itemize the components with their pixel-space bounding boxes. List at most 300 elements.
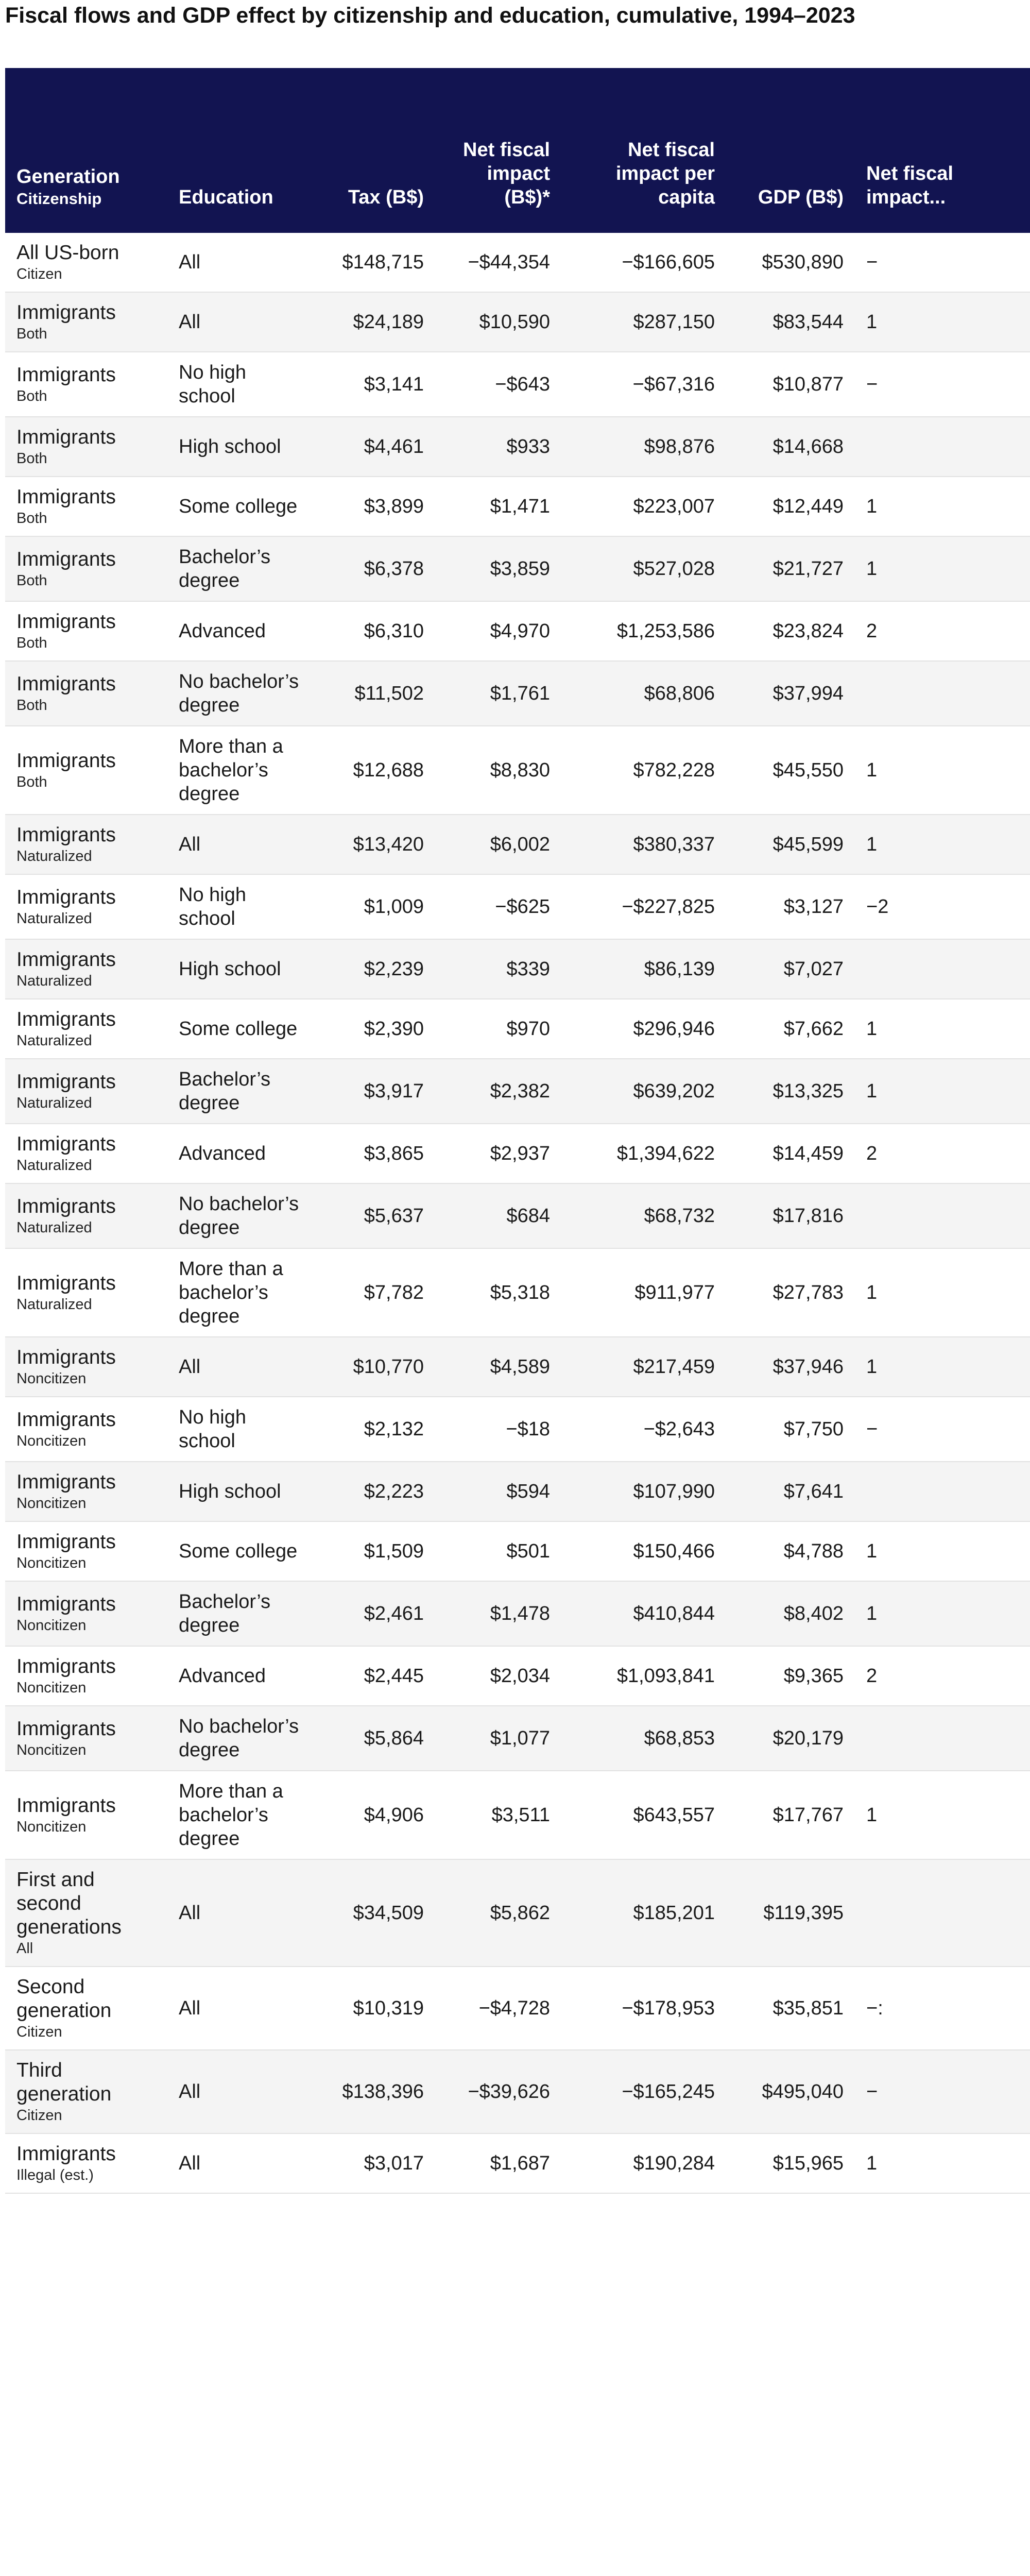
cell-net-fiscal-impact: $684	[506, 1205, 550, 1227]
cell-education: High school	[179, 1481, 281, 1502]
cell-net-fiscal-per-capita: −$166,605	[622, 251, 715, 273]
header-citizenship-label: Citizenship	[16, 190, 102, 208]
cell-education: Bachelor’s degree	[179, 1069, 271, 1114]
cell-generation	[5, 874, 167, 939]
cell-tax: $13,420	[353, 834, 424, 855]
generation-label: Immigrants	[16, 1794, 116, 1817]
generation-label: First and second generations	[16, 1869, 122, 1938]
cell-generation	[5, 1771, 167, 1859]
table-body	[5, 233, 1030, 2193]
cell-education: All	[179, 251, 201, 273]
cell-net-fiscal-impact: $2,034	[490, 1665, 550, 1687]
cell-tax: $2,132	[364, 1418, 424, 1440]
cell-generation	[5, 417, 167, 477]
cell-generation	[5, 2133, 167, 2193]
cell-gdp: $14,668	[772, 436, 844, 457]
cell-generation	[5, 1521, 167, 1581]
citizenship-label: Naturalized	[16, 1032, 92, 1049]
cell-generation	[5, 1397, 167, 1462]
cell-net-fiscal-impact: $5,318	[490, 1282, 550, 1303]
cell-net-fiscal-per-capita: $639,202	[633, 1080, 715, 1102]
cell-education: All	[179, 2153, 201, 2174]
cell-extra-cutoff	[855, 1462, 1030, 1521]
cell-net-fiscal-per-capita: $287,150	[633, 311, 715, 333]
citizenship-label: Noncitizen	[16, 1370, 87, 1387]
cell-tax: $5,864	[364, 1727, 424, 1749]
cell-extra-cutoff	[855, 939, 1030, 999]
cell-net-fiscal-per-capita: $150,466	[633, 1540, 715, 1562]
table-row	[5, 2133, 1030, 2193]
cell-net-fiscal-per-capita: $380,337	[633, 834, 715, 855]
cell-extra-cutoff: 2	[866, 620, 878, 642]
cell-gdp: $45,599	[772, 834, 844, 855]
generation-label: Immigrants	[16, 1471, 116, 1493]
cell-net-fiscal-impact: $4,970	[490, 620, 550, 642]
cell-net-fiscal-impact: $2,937	[490, 1143, 550, 1164]
table-row	[5, 874, 1030, 939]
cell-generation	[5, 1859, 167, 1967]
header-extra-cutoff: Net fiscal impact...	[866, 163, 953, 208]
cell-net-fiscal-impact: −$643	[495, 374, 550, 395]
cell-net-fiscal-per-capita: −$178,953	[622, 1997, 715, 2019]
cell-net-fiscal-impact: $501	[506, 1540, 550, 1562]
cell-education: More than a bachelor’s degree	[179, 736, 283, 805]
cell-net-fiscal-per-capita: $643,557	[633, 1804, 715, 1826]
cell-tax: $12,688	[353, 759, 424, 781]
cell-gdp: $23,824	[772, 620, 844, 642]
citizenship-label: Naturalized	[16, 1157, 92, 1174]
cell-education: High school	[179, 958, 281, 980]
generation-label: Immigrants	[16, 673, 116, 695]
citizenship-label: Both	[16, 635, 47, 651]
generation-label: Immigrants	[16, 750, 116, 772]
citizenship-label: Both	[16, 388, 47, 404]
table-row	[5, 233, 1030, 292]
generation-label: Immigrants	[16, 301, 116, 324]
cell-education: High school	[179, 436, 281, 457]
cell-education: All	[179, 2081, 201, 2103]
generation-label: Immigrants	[16, 548, 116, 570]
cell-tax: $3,865	[364, 1143, 424, 1164]
header-education: Education	[179, 187, 273, 208]
table-row	[5, 2050, 1030, 2133]
cell-tax: $2,445	[364, 1665, 424, 1687]
cell-net-fiscal-impact: −$39,626	[468, 2081, 550, 2103]
cell-gdp: $35,851	[772, 1997, 844, 2019]
cell-extra-cutoff: 1	[866, 496, 878, 517]
cell-extra-cutoff: 1	[866, 1540, 878, 1562]
cell-generation	[5, 661, 167, 726]
cell-education: Advanced	[179, 1665, 266, 1687]
cell-net-fiscal-per-capita: −$165,245	[622, 2081, 715, 2103]
citizenship-label: Noncitizen	[16, 1617, 87, 1634]
table-row	[5, 477, 1030, 536]
cell-tax: $6,310	[364, 620, 424, 642]
cell-tax: $138,396	[342, 2081, 424, 2103]
cell-extra-cutoff: −	[866, 251, 878, 273]
cell-net-fiscal-impact: $3,859	[490, 558, 550, 580]
cell-net-fiscal-impact: $8,830	[490, 759, 550, 781]
cell-net-fiscal-per-capita: $296,946	[633, 1018, 715, 1040]
cell-gdp: $119,395	[763, 1902, 844, 1924]
table-row	[5, 1183, 1030, 1248]
citizenship-label: Noncitizen	[16, 1680, 87, 1696]
citizenship-label: Naturalized	[16, 910, 92, 927]
cell-gdp: $13,325	[772, 1080, 844, 1102]
cell-generation	[5, 1059, 167, 1124]
cell-net-fiscal-per-capita: $911,977	[634, 1282, 715, 1303]
citizenship-label: Noncitizen	[16, 1495, 87, 1512]
table-row	[5, 999, 1030, 1059]
generation-label: Immigrants	[16, 1008, 116, 1030]
citizenship-label: Both	[16, 572, 47, 589]
cell-extra-cutoff: 1	[866, 1356, 878, 1378]
cell-tax: $1,509	[364, 1540, 424, 1562]
cell-net-fiscal-per-capita: $1,394,622	[616, 1143, 715, 1164]
cell-generation	[5, 726, 167, 815]
generation-label: Immigrants	[16, 1071, 116, 1093]
cell-gdp: $17,816	[772, 1205, 844, 1227]
cell-gdp: $7,662	[783, 1018, 844, 1040]
citizenship-label: Noncitizen	[16, 1433, 87, 1449]
citizenship-label: Both	[16, 697, 47, 714]
generation-label: Immigrants	[16, 948, 116, 971]
cell-extra-cutoff: −:	[866, 1997, 883, 2019]
citizenship-label: Citizen	[16, 2107, 62, 2124]
cell-generation	[5, 1337, 167, 1397]
cell-tax: $10,319	[353, 1997, 424, 2019]
cell-net-fiscal-impact: −$44,354	[468, 251, 550, 273]
generation-label: Third generation	[16, 2059, 112, 2105]
cell-tax: $4,906	[364, 1804, 424, 1826]
cell-education: No high school	[179, 1406, 246, 1452]
table-row	[5, 1771, 1030, 1859]
cell-net-fiscal-impact: −$625	[495, 896, 550, 918]
cell-gdp: $45,550	[772, 759, 844, 781]
cell-net-fiscal-per-capita: $107,990	[633, 1481, 715, 1502]
cell-extra-cutoff: −	[866, 374, 878, 395]
table-row	[5, 1059, 1030, 1124]
cell-net-fiscal-per-capita: $410,844	[633, 1603, 715, 1624]
table-row	[5, 1706, 1030, 1771]
fiscal-flows-table	[5, 68, 1030, 2194]
cell-education: Advanced	[179, 1143, 266, 1164]
header-generation-label: Generation	[16, 166, 120, 188]
cell-education: Some college	[179, 1018, 298, 1040]
table-row	[5, 661, 1030, 726]
cell-extra-cutoff: 1	[866, 311, 878, 333]
cell-generation	[5, 233, 167, 292]
cell-net-fiscal-per-capita: $223,007	[633, 496, 715, 517]
cell-generation	[5, 1706, 167, 1771]
cell-education: No bachelor’s degree	[179, 671, 299, 716]
cell-generation	[5, 1183, 167, 1248]
cell-net-fiscal-impact: $5,862	[490, 1902, 550, 1924]
citizenship-label: Naturalized	[16, 1095, 92, 1111]
table-row	[5, 601, 1030, 661]
citizenship-label: Naturalized	[16, 1219, 92, 1236]
table-row	[5, 1462, 1030, 1521]
cell-education: No high school	[179, 362, 246, 407]
citizenship-label: Naturalized	[16, 1296, 92, 1313]
cell-extra-cutoff: −2	[866, 896, 889, 918]
header-generation	[5, 68, 167, 233]
cell-gdp: $12,449	[772, 496, 844, 517]
cell-extra-cutoff: 1	[866, 1080, 878, 1102]
citizenship-label: Citizen	[16, 2024, 62, 2040]
cell-net-fiscal-per-capita: −$2,643	[643, 1418, 715, 1440]
table-row	[5, 815, 1030, 874]
cell-gdp: $27,783	[772, 1282, 844, 1303]
cell-extra-cutoff: 1	[866, 1018, 878, 1040]
cell-gdp: $17,767	[772, 1804, 844, 1826]
cell-generation	[5, 352, 167, 417]
generation-label: Immigrants	[16, 1346, 116, 1368]
generation-label: Immigrants	[16, 886, 116, 908]
cell-education: All	[179, 1356, 201, 1378]
table-row	[5, 1248, 1030, 1337]
generation-label: Immigrants	[16, 1655, 116, 1677]
cell-net-fiscal-per-capita: $190,284	[633, 2153, 715, 2174]
cell-gdp: $8,402	[783, 1603, 844, 1624]
cell-generation	[5, 815, 167, 874]
data-table-container[interactable]	[5, 68, 953, 2194]
cell-extra-cutoff: 2	[866, 1665, 878, 1687]
cell-net-fiscal-per-capita: $68,806	[644, 683, 715, 704]
cell-generation	[5, 2050, 167, 2133]
cell-education: Some college	[179, 1540, 298, 1562]
cell-generation	[5, 1967, 167, 2050]
generation-label: Second generation	[16, 1976, 112, 2022]
cell-extra-cutoff: 2	[866, 1143, 878, 1164]
generation-label: Immigrants	[16, 1409, 116, 1431]
citizenship-label: Both	[16, 774, 47, 790]
cell-net-fiscal-impact: $2,382	[490, 1080, 550, 1102]
cell-gdp: $495,040	[762, 2081, 844, 2103]
cell-gdp: $14,459	[772, 1143, 844, 1164]
cell-gdp: $21,727	[772, 558, 844, 580]
table-row	[5, 1397, 1030, 1462]
page-title: Fiscal flows and GDP effect by citizenship and education, cumulative, 1994–2023	[5, 3, 855, 28]
cell-net-fiscal-per-capita: $68,732	[644, 1205, 715, 1227]
cell-tax: $5,637	[364, 1205, 424, 1227]
cell-net-fiscal-per-capita: $86,139	[644, 958, 715, 980]
cell-gdp: $4,788	[783, 1540, 844, 1562]
generation-label: All US-born	[16, 242, 119, 264]
cell-net-fiscal-impact: −$18	[506, 1418, 550, 1440]
cell-tax: $148,715	[342, 251, 424, 273]
cell-education: All	[179, 1902, 201, 1924]
cell-net-fiscal-impact: $1,478	[490, 1603, 550, 1624]
cell-education: More than a bachelor’s degree	[179, 1781, 283, 1850]
cell-net-fiscal-impact: $339	[506, 958, 550, 980]
cell-education: All	[179, 311, 201, 333]
table-row	[5, 292, 1030, 352]
cell-net-fiscal-per-capita: $98,876	[644, 436, 715, 457]
table-row	[5, 1967, 1030, 2050]
cell-net-fiscal-impact: $1,761	[490, 683, 550, 704]
citizenship-label: Both	[16, 450, 47, 467]
header-net-fiscal-impact: Net fiscal impact (B$)*	[463, 139, 550, 208]
generation-label: Immigrants	[16, 1593, 116, 1615]
cell-education: Bachelor’s degree	[179, 1591, 271, 1636]
citizenship-label: Illegal (est.)	[16, 2167, 94, 2183]
cell-gdp: $3,127	[783, 896, 844, 918]
cell-tax: $34,509	[353, 1902, 424, 1924]
citizenship-label: Both	[16, 510, 47, 527]
cell-generation	[5, 1124, 167, 1183]
generation-label: Immigrants	[16, 824, 116, 846]
cell-net-fiscal-per-capita: −$67,316	[632, 374, 715, 395]
cell-tax: $10,770	[353, 1356, 424, 1378]
cell-extra-cutoff: 1	[866, 834, 878, 855]
cell-education: No bachelor’s degree	[179, 1193, 299, 1239]
table-row	[5, 536, 1030, 601]
table-row	[5, 726, 1030, 815]
cell-tax: $2,239	[364, 958, 424, 980]
cell-net-fiscal-per-capita: −$227,825	[622, 896, 715, 918]
header-net-fiscal-per-capita: Net fiscal impact per capita	[615, 139, 715, 208]
cell-net-fiscal-impact: $933	[506, 436, 550, 457]
cell-generation	[5, 292, 167, 352]
cell-gdp: $7,027	[783, 958, 844, 980]
generation-label: Immigrants	[16, 1718, 116, 1740]
cell-tax: $7,782	[364, 1282, 424, 1303]
cell-gdp: $37,994	[772, 683, 844, 704]
cell-extra-cutoff	[855, 661, 1030, 726]
generation-label: Immigrants	[16, 2143, 116, 2165]
cell-generation	[5, 999, 167, 1059]
cell-education: Some college	[179, 496, 298, 517]
table-row	[5, 1124, 1030, 1183]
citizenship-label: All	[16, 1940, 33, 1957]
citizenship-label: Citizen	[16, 266, 62, 282]
cell-gdp: $15,965	[772, 2153, 844, 2174]
cell-gdp: $7,750	[783, 1418, 844, 1440]
cell-tax: $6,378	[364, 558, 424, 580]
header-tax: Tax (B$)	[348, 187, 424, 208]
header-gdp: GDP (B$)	[758, 187, 844, 208]
cell-gdp: $530,890	[762, 251, 844, 273]
cell-generation	[5, 536, 167, 601]
generation-label: Immigrants	[16, 611, 116, 633]
cell-net-fiscal-per-capita: $1,253,586	[616, 620, 715, 642]
generation-label: Immigrants	[16, 1133, 116, 1155]
cell-tax: $2,390	[364, 1018, 424, 1040]
generation-label: Immigrants	[16, 426, 116, 448]
cell-tax: $3,141	[364, 374, 424, 395]
cell-net-fiscal-per-capita: $527,028	[633, 558, 715, 580]
cell-generation	[5, 939, 167, 999]
cell-net-fiscal-impact: $594	[506, 1481, 550, 1502]
cell-extra-cutoff: 1	[866, 1282, 878, 1303]
cell-tax: $11,502	[354, 683, 424, 704]
cell-extra-cutoff: 1	[866, 558, 878, 580]
cell-generation	[5, 1248, 167, 1337]
cell-extra-cutoff	[855, 1859, 1030, 1967]
cell-tax: $3,917	[364, 1080, 424, 1102]
cell-gdp: $10,877	[772, 374, 844, 395]
cell-tax: $2,223	[364, 1481, 424, 1502]
cell-education: Bachelor’s degree	[179, 546, 271, 591]
cell-education: All	[179, 1997, 201, 2019]
table-row	[5, 1521, 1030, 1581]
cell-education: No high school	[179, 884, 246, 929]
table-row	[5, 1859, 1030, 1967]
cell-net-fiscal-impact: $6,002	[490, 834, 550, 855]
generation-label: Immigrants	[16, 486, 116, 508]
cell-tax: $4,461	[364, 436, 424, 457]
generation-label: Immigrants	[16, 364, 116, 386]
citizenship-label: Noncitizen	[16, 1819, 87, 1835]
citizenship-label: Naturalized	[16, 973, 92, 989]
generation-label: Immigrants	[16, 1272, 116, 1294]
citizenship-label: Noncitizen	[16, 1555, 87, 1571]
table-row	[5, 939, 1030, 999]
cell-tax: $2,461	[364, 1603, 424, 1624]
cell-extra-cutoff	[855, 1183, 1030, 1248]
cell-net-fiscal-impact: −$4,728	[478, 1997, 550, 2019]
table-row	[5, 1646, 1030, 1706]
cell-net-fiscal-impact: $4,589	[490, 1356, 550, 1378]
cell-education: All	[179, 834, 201, 855]
cell-tax: $3,899	[364, 496, 424, 517]
cell-tax: $1,009	[364, 896, 424, 918]
citizenship-label: Both	[16, 326, 47, 342]
cell-extra-cutoff: −	[866, 1418, 878, 1440]
cell-net-fiscal-impact: $3,511	[491, 1804, 550, 1826]
cell-generation	[5, 601, 167, 661]
cell-extra-cutoff: −	[866, 2081, 878, 2103]
cell-extra-cutoff	[855, 417, 1030, 477]
cell-net-fiscal-per-capita: $782,228	[633, 759, 715, 781]
cell-net-fiscal-per-capita: $1,093,841	[616, 1665, 715, 1687]
table-row	[5, 1581, 1030, 1646]
cell-net-fiscal-impact: $1,687	[490, 2153, 550, 2174]
cell-gdp: $9,365	[783, 1665, 844, 1687]
cell-generation	[5, 1581, 167, 1646]
cell-extra-cutoff: 1	[866, 2153, 878, 2174]
citizenship-label: Noncitizen	[16, 1742, 87, 1758]
cell-tax: $24,189	[353, 311, 424, 333]
cell-education: Advanced	[179, 620, 266, 642]
citizenship-label: Naturalized	[16, 848, 92, 865]
table-row	[5, 352, 1030, 417]
cell-generation	[5, 1646, 167, 1706]
cell-net-fiscal-impact: $10,590	[479, 311, 550, 333]
generation-label: Immigrants	[16, 1531, 116, 1553]
cell-net-fiscal-impact: $1,077	[490, 1727, 550, 1749]
cell-net-fiscal-per-capita: $185,201	[633, 1902, 715, 1924]
cell-gdp: $20,179	[772, 1727, 844, 1749]
cell-education: More than a bachelor’s degree	[179, 1258, 283, 1327]
table-header-row	[5, 68, 1030, 233]
cell-education: No bachelor’s degree	[179, 1716, 299, 1761]
cell-gdp: $83,544	[772, 311, 844, 333]
cell-net-fiscal-impact: $1,471	[490, 496, 550, 517]
cell-net-fiscal-impact: $970	[506, 1018, 550, 1040]
cell-net-fiscal-per-capita: $68,853	[644, 1727, 715, 1749]
cell-net-fiscal-per-capita: $217,459	[633, 1356, 715, 1378]
cell-extra-cutoff	[855, 1706, 1030, 1771]
cell-gdp: $7,641	[783, 1481, 844, 1502]
cell-gdp: $37,946	[772, 1356, 844, 1378]
cell-tax: $3,017	[364, 2153, 424, 2174]
cell-extra-cutoff: 1	[866, 1603, 878, 1624]
cell-generation	[5, 1462, 167, 1521]
cell-generation	[5, 477, 167, 536]
table-row	[5, 1337, 1030, 1397]
